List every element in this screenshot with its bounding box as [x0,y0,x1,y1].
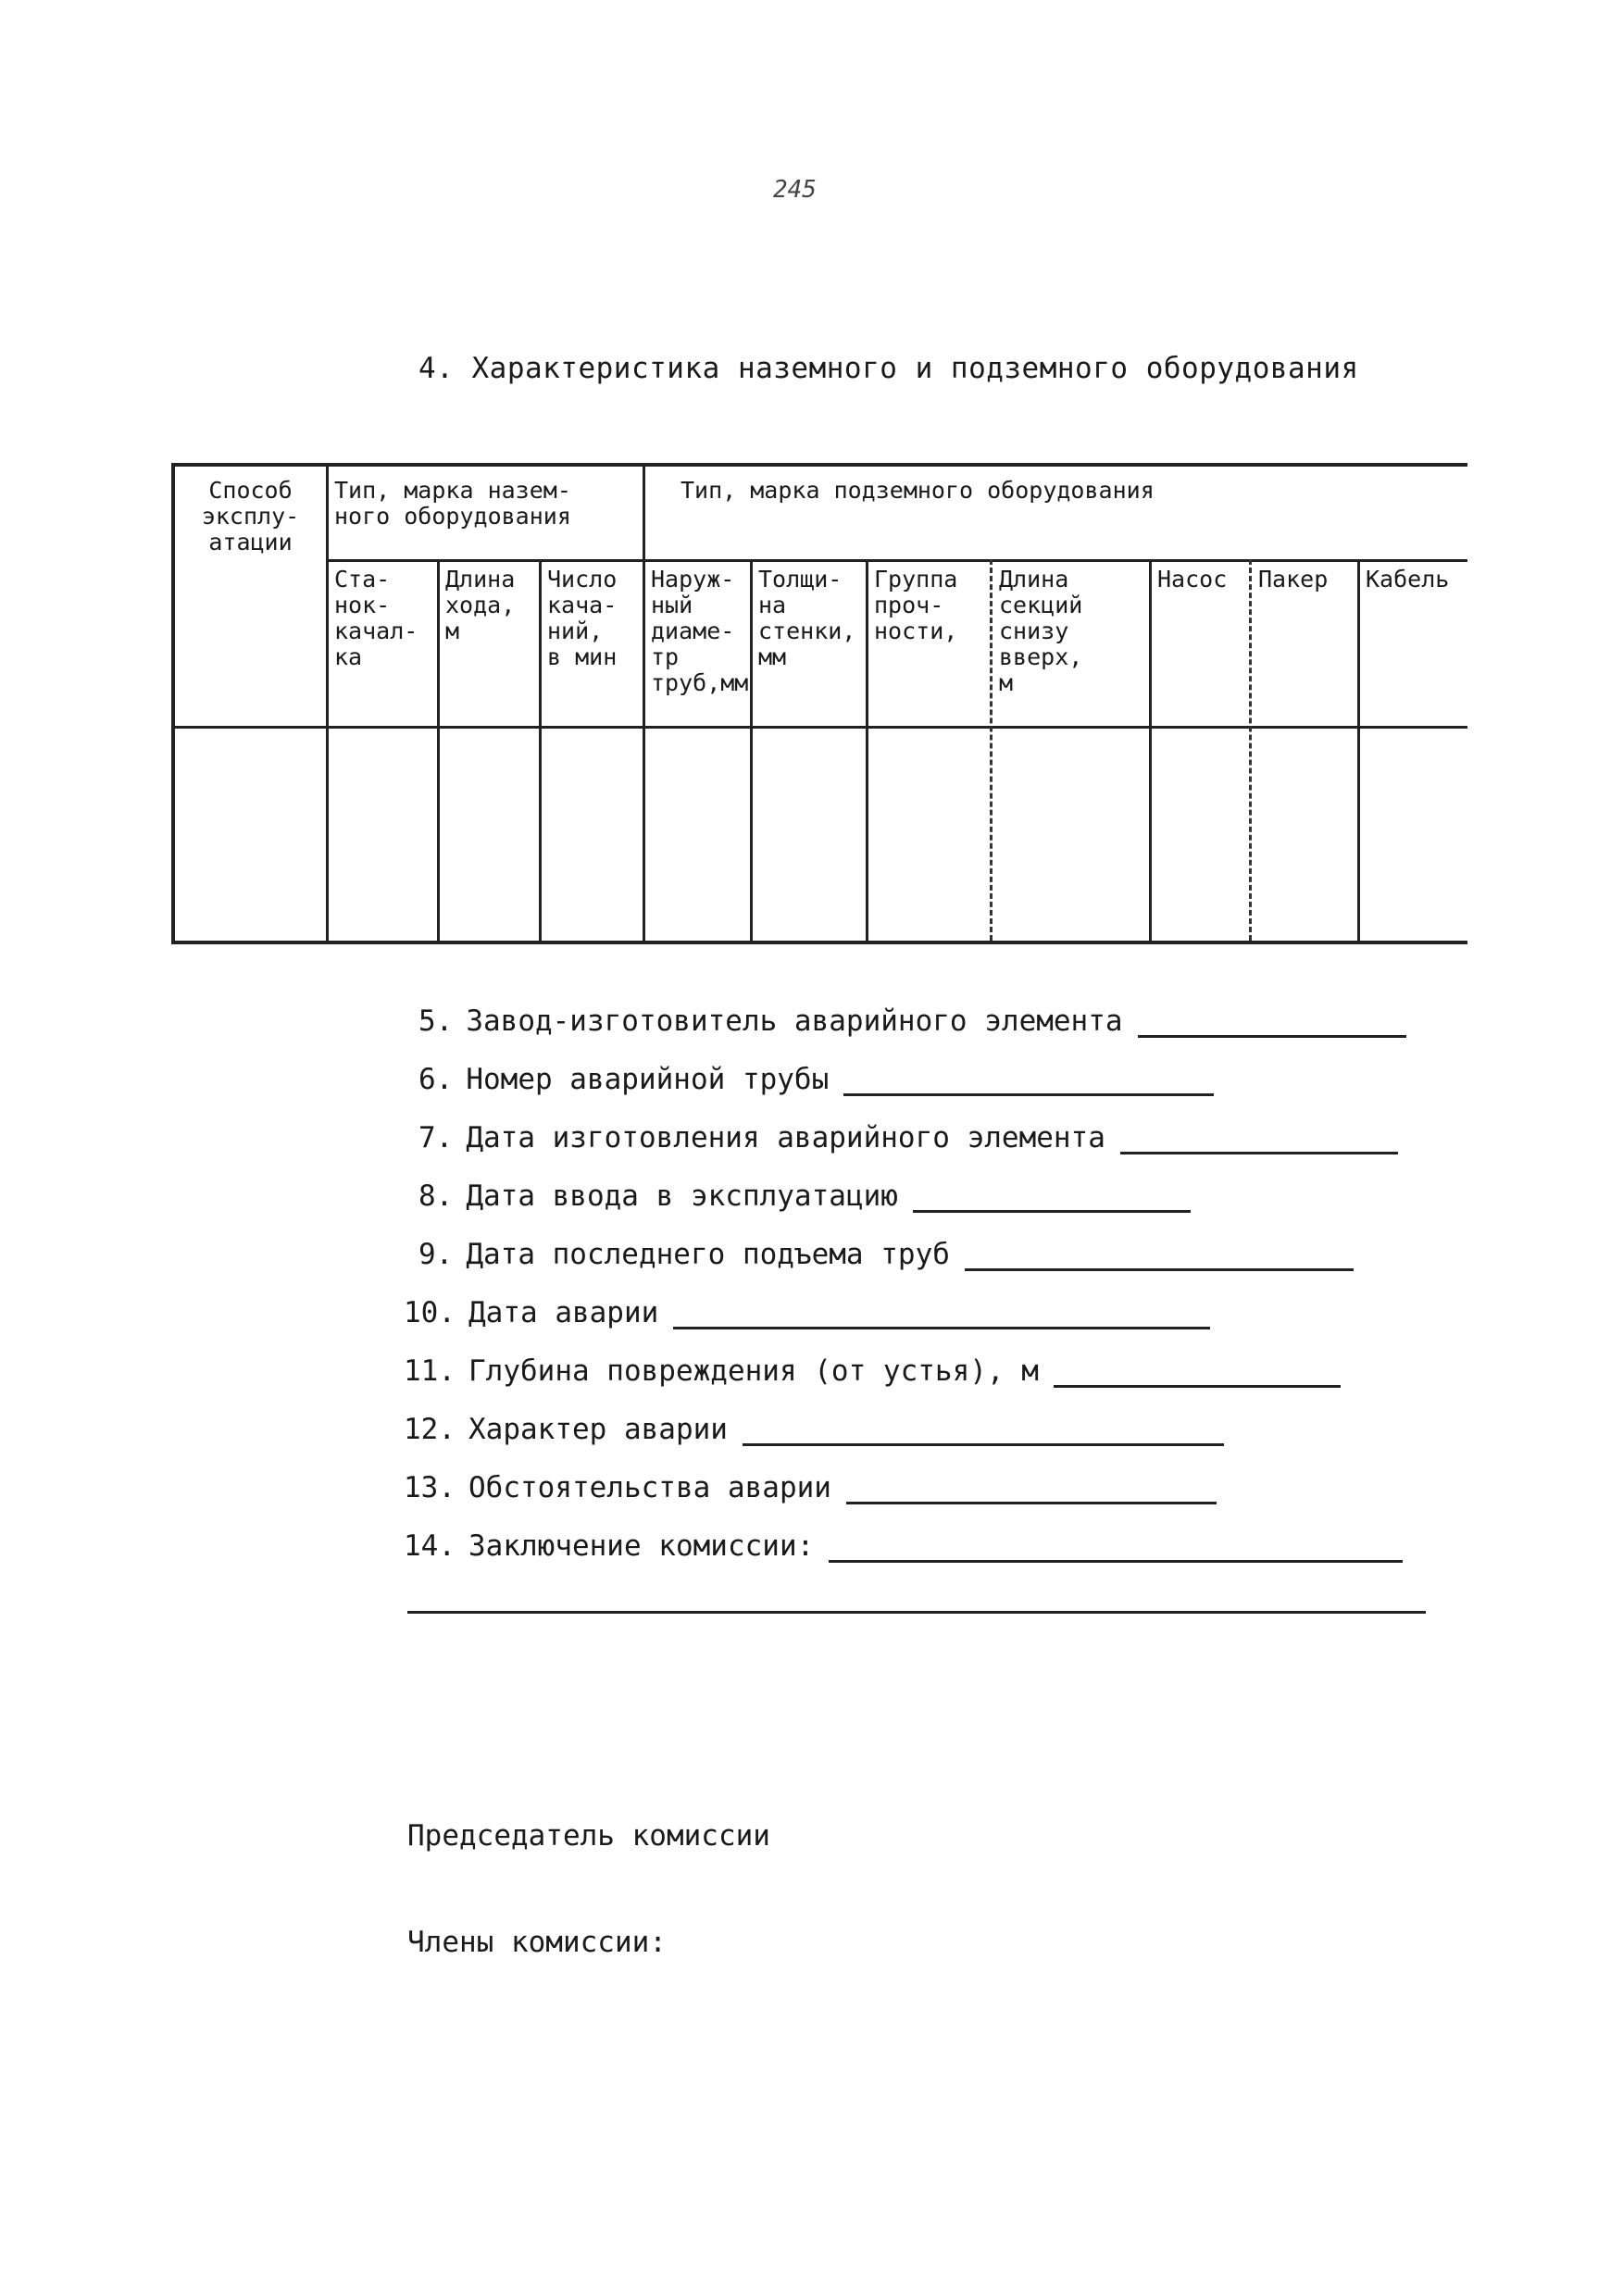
field-accident-nature[interactable] [743,1417,1224,1446]
item-commissioning-date: 8. Дата ввода в эксплуатацию [418,1179,1191,1213]
header-underground-equipment: Тип, марка подземного оборудования [680,477,1155,504]
header-outer-diameter: Наруж- ный диаме- тр труб,мм [651,566,749,696]
field-manufacturer[interactable] [1138,1009,1406,1038]
section-title: 4. Характеристика наземного и подземного оборудования [418,352,1359,385]
header-section-length: Длина секций снизу вверх, м [999,566,1083,696]
field-commissioning-date[interactable] [913,1184,1191,1213]
header-surface-equipment: Тип, марка назем- ного оборудования [334,477,571,530]
header-method: Способ эксплу- атации [201,477,300,555]
chairman-label: Председатель комиссии [407,1819,770,1853]
field-manufacture-date[interactable] [1120,1126,1398,1154]
item-manufacture-date: 7. Дата изготовления аварийного элемента [418,1121,1398,1154]
header-cable: Кабель [1366,566,1450,593]
table-group-divider [326,559,1467,562]
header-stroke-length: Длина хода, м [445,566,516,644]
item-accident-nature: 12. Характер аварии [404,1413,1224,1446]
members-label: Члены комиссии: [407,1926,667,1959]
item-commission-conclusion: 14. Заключение комиссии: [404,1529,1403,1563]
field-damage-depth[interactable] [1054,1359,1341,1388]
table-header-divider [175,726,1467,729]
item-manufacturer: 5. Завод-изготовитель аварийного элемента [418,1004,1406,1038]
item-last-lift-date: 9. Дата последнего подъема труб [418,1238,1354,1271]
field-last-lift-date[interactable] [965,1242,1354,1271]
item-pipe-number: 6. Номер аварийной трубы [418,1063,1214,1096]
field-accident-circumstances[interactable] [846,1476,1217,1504]
conclusion-continuation-line[interactable] [407,1611,1426,1614]
header-packer: Пакер [1258,566,1329,593]
header-strokes-per-min: Число кача- ний, в мин [547,566,618,670]
header-strength-group: Группа проч- ности, [874,566,958,644]
header-pump-jack: Ста- нок- качал- ка [334,566,418,670]
page-number: 245 [773,176,817,204]
field-pipe-number[interactable] [843,1067,1214,1096]
item-accident-circumstances: 13. Обстоятельства аварии [404,1471,1217,1504]
header-pump: Насос [1157,566,1228,593]
field-accident-date[interactable] [673,1301,1210,1329]
item-accident-date: 10. Дата аварии [404,1296,1210,1329]
field-commission-conclusion[interactable] [829,1534,1403,1563]
equipment-table [171,463,1467,944]
header-wall-thickness: Толщи- на стенки, мм [758,566,856,670]
item-damage-depth: 11. Глубина повреждения (от устья), м [404,1354,1341,1388]
